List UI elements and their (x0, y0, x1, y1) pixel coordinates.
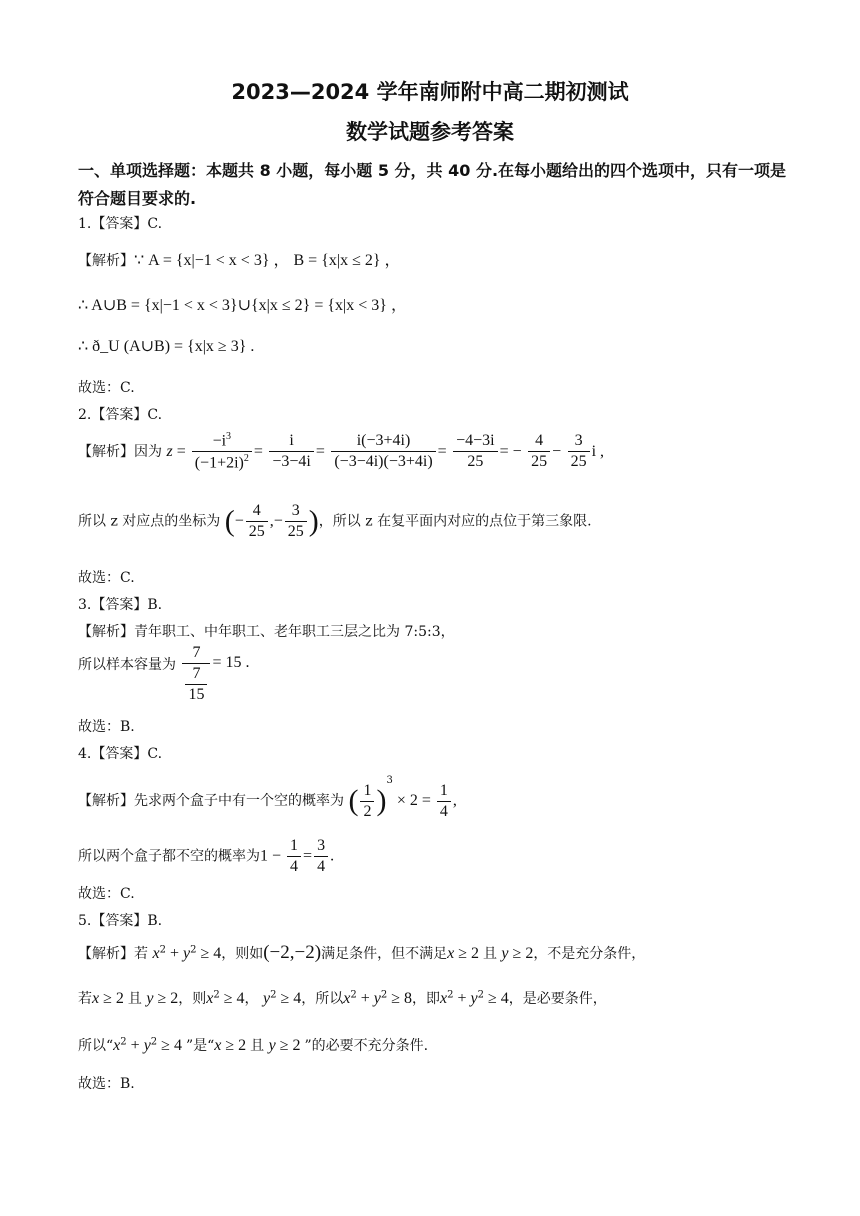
q4-frac-b: $\frac{3}{4}$ (314, 837, 328, 876)
q2-lead: 因为 (134, 443, 162, 460)
q4-choice: 故选：C. (78, 886, 135, 902)
q4-half: $\frac{1}{2}$ (360, 782, 374, 821)
q5-l1-a: 若 (134, 946, 148, 962)
q1-solution-line3 (78, 336, 254, 356)
q5-l1-b: ，则如 (221, 946, 264, 962)
q4-jiexi-label: 【解析】 (78, 793, 134, 809)
q2-frac6: $\frac{3}{25}$ (568, 432, 590, 471)
q3-text1: 青年职工、中年职工、老年职工三层之比为 7:5:3， (134, 624, 455, 640)
q1-expr1: ∵ A = {x|−1 < x < 3} ， B = {x|x ≤ 2} ， (134, 252, 401, 269)
q5-l3-c: ”的必要不充分条件. (304, 1038, 429, 1054)
q3-text2: 所以样本容量为 (78, 657, 176, 673)
section-heading: 一、单项选择题：本题共 8 小题，每小题 5 分，共 40 分.在每小题给出的四个选项中，只有一项是符合题目要求的. (78, 161, 787, 208)
q2-text-b: ，所以 z 在复平面内对应的点位于第三象限. (318, 513, 592, 530)
q2-frac3: $\frac{i(-3+4i)}{(-3-4i)(-3+4i)}$ (331, 432, 435, 471)
q5-l3-a: 所以“ (78, 1038, 114, 1054)
q5-solution-line1: 【解析】若 $x^2 + y^2 \ge 4$，则如(−2,−2)满足条件，但不满足x ≥ 2 且 y ≥ 2，不是充分条件， (78, 942, 646, 963)
q5-l1-d: ，不是充分条件， (533, 946, 646, 962)
q5-solution-line2: 若x ≥ 2 且 y ≥ 2，则$x^2 \ge 4$， $y^2 \ge 4$，所以$x^2 + y^2 \ge 8$，即$x^2 + y^2 \ge 4$，是必要条件， (78, 989, 607, 1007)
page-subtitle: 数学试题参考答案 (346, 120, 514, 144)
q2-frac1: $\frac{-i^3}{(-1+2i)^2}$ (192, 431, 252, 473)
q4-solution-line1: 【解析】先求两个盒子中有一个空的概率为 ( $\frac{1}{2}$ )$^3$ × 2 = $\frac{1}{4}$ , (78, 775, 457, 820)
q5-answer: 5.【答案】B. (78, 913, 163, 929)
q2-frac2: $\frac{i}{-3-4i}$ (269, 432, 314, 471)
q1-answer: 1.【答案】C. (78, 216, 163, 232)
q2-choice: 故选：C. (78, 570, 135, 586)
q5-l2-a: 若 (78, 991, 92, 1007)
q3-frac: $\frac{7}{\frac{7}{15}}$ (182, 644, 210, 704)
q5-l2-e: ，是必要条件， (508, 991, 607, 1007)
q1-expr3: ∴ ð_U (A∪B) = {x|x ≥ 3} . (78, 338, 255, 355)
q4-text1: 先求两个盒子中有一个空的概率为 (134, 793, 344, 809)
q2-frac4: $\frac{-4-3i}{25}$ (453, 432, 498, 471)
q2-solution-line2: 所以 z 对应点的坐标为 (− $\frac{4}{25}$ ,− $\frac{3}{25}$ )，所以 z 在复平面内对应的点位于第三象限. (78, 502, 592, 540)
q5-solution-line3: 所以“$x^2 + y^2 \ge 4$ ”是“x ≥ 2 且 y ≥ 2 ”的必要不充分条件. (78, 1036, 429, 1054)
q4-solution-line2: 所以两个盒子都不空的概率为1 − $\frac{1}{4}$ = $\frac{3}{4}$ . (78, 837, 335, 875)
q4-quarter: $\frac{1}{4}$ (437, 782, 451, 821)
q2-coord-y: $\frac{3}{25}$ (285, 502, 307, 541)
q3-solution-line2: 所以样本容量为 $\frac{7}{\frac{7}{15}}$ = 15 . (78, 644, 250, 703)
q1-solution-line1 (78, 247, 401, 270)
q2-solution-line1: 【解析】因为 z = $\frac{-i^3}{(-1+2i)^2}$ = $\frac{i}{-3-4i}$ = $\frac{i(-3+4i)}{(-3-4i)(-3+4i)}$ = $\frac{-4-3i}{25}$ = − $\frac{4}{25}$ − $\frac{3}{25}$ i , (78, 431, 605, 472)
q1-choice: 故选：C. (78, 380, 135, 396)
q2-coord-x: $\frac{4}{25}$ (246, 502, 268, 541)
q4-text2: 所以两个盒子都不空的概率为 (78, 848, 260, 865)
q2-z-var: z (166, 442, 173, 460)
page-title: 2023—2024 学年南师附中高二期初测试 (231, 80, 629, 104)
q3-answer: 3.【答案】B. (78, 597, 163, 613)
q4-answer: 4.【答案】C. (78, 746, 163, 762)
q5-l2-d: ，即 (412, 991, 440, 1007)
q3-jiexi-label: 【解析】 (78, 624, 134, 640)
q1-expr2: ∴ A∪B = {x|−1 < x < 3}∪{x|x ≤ 2} = {x|x < 3} ， (78, 297, 407, 314)
q3-choice: 故选：B. (78, 719, 135, 735)
q5-l2-c: ，所以 (301, 991, 344, 1007)
q5-jiexi-label: 【解析】 (78, 946, 134, 962)
q5-l2-b: ，则 (178, 991, 207, 1007)
q2-answer: 2.【答案】C. (78, 407, 163, 423)
q2-frac5: $\frac{4}{25}$ (528, 432, 550, 471)
q2-text-a: 所以 z 对应点的坐标为 (78, 513, 221, 530)
q1-jiexi-label: 【解析】 (78, 253, 134, 269)
q3-solution-line1 (78, 621, 455, 641)
q4-frac-a: $\frac{1}{4}$ (287, 837, 301, 876)
q1-solution-line2 (78, 292, 407, 315)
q2-jiexi-label: 【解析】 (78, 443, 134, 460)
q5-l3-b: ”是“ (185, 1038, 215, 1054)
q5-choice: 故选：B. (78, 1076, 135, 1092)
q5-l1-c: 满足条件，但不满足 (321, 946, 448, 962)
